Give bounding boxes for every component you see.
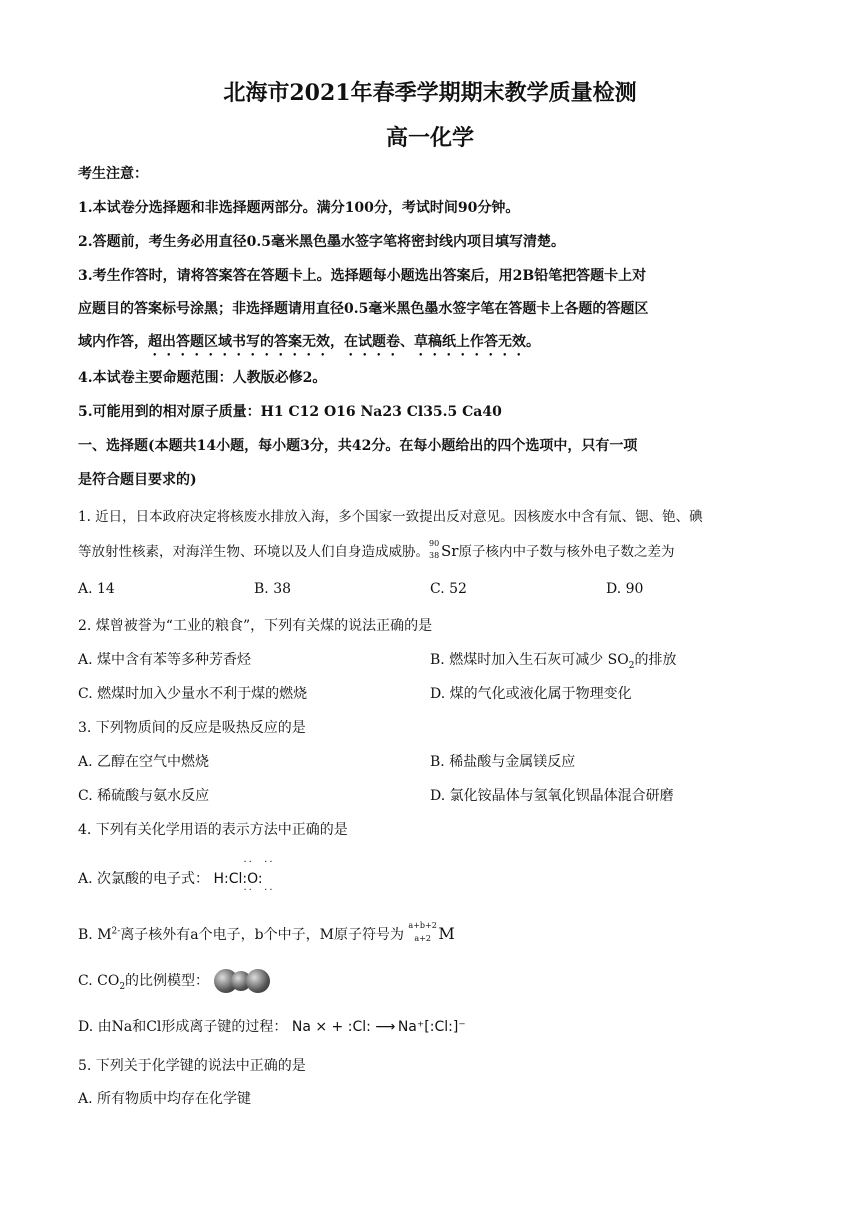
- notice-3-end-text: 域内作答，: [78, 334, 148, 350]
- q2-option-b-text: B. 燃煤时加入生石灰可减少 SO: [430, 652, 629, 668]
- q4-option-b-mid: 离子核外有a个电子，b个中子，M原子符号为: [120, 927, 404, 943]
- q1-option-a[interactable]: A. 14: [78, 581, 115, 597]
- notice-1: 1.本试卷分选择题和非选择题两部分。满分100分，考试时间90分钟。: [78, 200, 520, 216]
- q5-stem: 5. 下列关于化学键的说法中正确的是: [78, 1058, 306, 1074]
- notice-3-end: [78, 331, 540, 359]
- q1-stem: 1. 近日，日本政府决定将核废水排放入海，多个国家一致提出反对意见。因核废水中含有氚、锶、铯、碘: [78, 509, 703, 525]
- q1-option-d[interactable]: D. 90: [606, 581, 644, 597]
- notice-2: 2.答题前，考生务必用直径0.5毫米黑色墨水签字笔将密封线内项目填写清楚。: [78, 234, 565, 250]
- q2-stem: 2. 煤曾被誉为“工业的粮食”，下列有关煤的说法正确的是: [78, 618, 433, 634]
- q1-option-c[interactable]: C. 52: [430, 581, 467, 597]
- q2-option-d[interactable]: D. 煤的气化或液化属于物理变化: [430, 686, 632, 702]
- q1-mass-number: 90: [429, 538, 440, 548]
- dots-top-icon: ·· ··: [243, 857, 275, 868]
- q1-stem-cont: [78, 540, 674, 563]
- q4-option-a-text: A. 次氯酸的电子式：: [78, 871, 210, 887]
- q4-option-c-text: C. CO: [78, 973, 120, 989]
- section-heading-cont: 是符合题目要求的): [78, 472, 197, 488]
- notice-3: 3.考生作答时，请将答案答在答题卡上。选择题每小题选出答案后，用2B铅笔把答题卡上对: [78, 268, 647, 284]
- q4-option-b-charge: 2-: [111, 926, 121, 937]
- q1-nuclide: [429, 538, 441, 563]
- q4-option-c-tail: 的比例模型：: [125, 973, 210, 989]
- q5-option-a[interactable]: A. 所有物质中均存在化学键: [78, 1091, 252, 1107]
- q4-option-b-text: B. M: [78, 927, 112, 943]
- q1-option-b[interactable]: B. 38: [254, 581, 292, 597]
- hclo-electron-formula: H:Cl:O:: [213, 871, 263, 887]
- q1-stem-text: 等放射性核素，对海洋生物、环境以及人们自身造成威胁。: [78, 544, 429, 560]
- q3-option-d[interactable]: D. 氯化铵晶体与氢氧化钡晶体混合研磨: [430, 788, 674, 804]
- q4-stem: 4. 下列有关化学用语的表示方法中正确的是: [78, 822, 348, 838]
- q3-option-b[interactable]: B. 稀盐酸与金属镁反应: [430, 754, 576, 770]
- q3-option-a[interactable]: A. 乙醇在空气中燃烧: [78, 754, 210, 770]
- notice-3-cont: 应题目的答案标号涂黑；非选择题请用直径0.5毫米黑色墨水签字笔在答题卡上各题的答题区: [78, 301, 649, 317]
- q2-option-b[interactable]: [430, 649, 676, 671]
- q4-option-c-sub: 2: [119, 981, 126, 992]
- q2-option-a[interactable]: A. 煤中含有苯等多种芳香烃: [78, 652, 252, 668]
- section-heading: 一、选择题(本题共14小题，每小题3分，共42分。在每小题给出的四个选项中，只有一项: [78, 438, 638, 454]
- q4-b-mass: a+b+2: [408, 921, 437, 930]
- nacl-product: Na⁺[:Cl:]⁻: [397, 1019, 466, 1035]
- q1-nuclide-symbol: Sr: [441, 542, 459, 560]
- q4-option-a[interactable]: [78, 857, 275, 896]
- notice-heading: 考生注意：: [78, 166, 148, 182]
- dots-bottom-icon: ·· ··: [243, 885, 275, 896]
- q2-option-b-tail: 的排放: [634, 652, 677, 668]
- arrow-right-icon: ⟶: [375, 1019, 394, 1035]
- q1-stem-tail: 原子核内中子数与核外电子数之差为: [458, 544, 675, 560]
- q2-option-b-sub: 2: [628, 660, 635, 671]
- notice-5: 5.可能用到的相对原子质量：H1 C12 O16 Na23 Cl35.5 Ca40: [78, 404, 502, 420]
- q4-b-atomic: a+2: [414, 934, 431, 943]
- q2-option-c[interactable]: C. 燃煤时加入少量水不利于煤的燃烧: [78, 686, 308, 702]
- q4-option-a-formula: [213, 857, 275, 896]
- q3-option-c[interactable]: C. 稀硫酸与氨水反应: [78, 788, 210, 804]
- q4-option-b[interactable]: [78, 921, 455, 946]
- notice-4: 4.本试卷主要命题范围：人教版必修2。: [78, 370, 327, 386]
- q1-atomic-number: 38: [429, 550, 440, 560]
- page-title: 北海市2021年春季学期期末教学质量检测: [223, 80, 637, 106]
- q4-option-c[interactable]: [78, 968, 272, 994]
- oxygen-ball-icon: [246, 969, 270, 993]
- page-subtitle: 高一化学: [385, 125, 474, 151]
- q4-b-element: M: [438, 924, 455, 943]
- notice-3-emphasis: 超出答题区域书写的答案无效，在试题卷、草稿纸上作答无效。: [148, 334, 540, 350]
- na-cl-reactants: Na × + :Cl:: [291, 1019, 371, 1035]
- q4-option-d-formula: [292, 1019, 466, 1035]
- q4-option-d-text: D. 由Na和Cl形成离子键的过程：: [78, 1019, 288, 1035]
- q4-option-b-symbol: [408, 921, 455, 946]
- q3-stem: 3. 下列物质间的反应是吸热反应的是: [78, 720, 306, 736]
- co2-model-icon: [214, 968, 272, 994]
- q4-option-d[interactable]: [78, 1016, 466, 1036]
